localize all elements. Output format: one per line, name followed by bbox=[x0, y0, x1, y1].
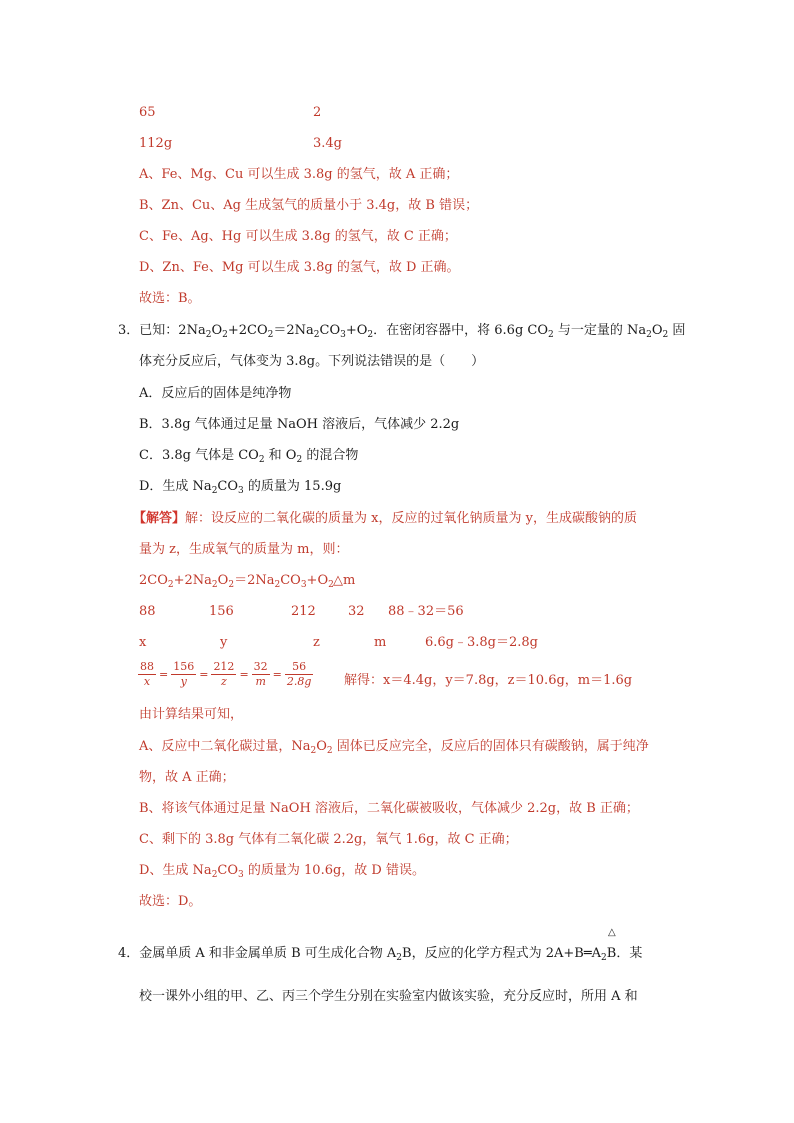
q2-answer: 故选：B。 bbox=[139, 291, 201, 306]
q3-stem-line1: 3．已知：$2Na_2O_2+2CO_2=2Na_2CO_3+O_2$．在密闭容器中，将 6.6g $CO_2$ 与一定量的 $Na_2O_2$ 固 bbox=[118, 323, 686, 340]
calc-value-zn: 112g bbox=[139, 136, 173, 151]
fraction-y: $\frac{156}{y}$ bbox=[173, 660, 195, 688]
solution-c: C、剩下的 3.8g 气体有二氧化碳 2.2g，氧气 1.6g，故 C 正确； bbox=[139, 832, 518, 847]
calc-mass-zn: 65 bbox=[139, 105, 156, 120]
mass-na2co3: 212 bbox=[291, 604, 316, 619]
var-delta: 6.6g﹣3.8g＝2.8g bbox=[425, 635, 538, 650]
q3-stem-line2: 体充分反应后，气体变为 3.8g。下列说法错误的是（ ） bbox=[139, 354, 485, 369]
fraction-z: $\frac{212}{z}$ bbox=[213, 660, 235, 688]
q3-option-a: A．反应后的固体是纯净物 bbox=[139, 386, 292, 401]
proportion-equation: $\frac{88}{x}$ = $\frac{156}{y}$ = $\frac{212}{z}$ = $\frac{32}{m}$ = $\frac{56}{2.8g}$ bbox=[140, 660, 312, 688]
q2-analysis-b: B、Zn、Cu、Ag 生成氢气的质量小于 3.4g，故 B 错误； bbox=[139, 198, 479, 213]
q2-analysis-c: C、Fe、Ag、Hg 可以生成 3.8g 的氢气，故 C 正确； bbox=[139, 229, 457, 244]
q3-solution-intro1: 【解答】解：设反应的二氧化碳的质量为 x，反应的过氧化钠质量为 y，生成碳酸钠的质 bbox=[133, 511, 637, 526]
mass-o2: 32 bbox=[348, 604, 365, 619]
solution-a-line2: 物，故 A 正确； bbox=[139, 770, 235, 785]
heat-condition: △ bbox=[608, 927, 616, 938]
solution-b: B、将该气体通过足量 NaOH 溶液后，二氧化碳被吸收，气体减少 2.2g，故 B 正确； bbox=[139, 801, 639, 816]
var-x: x bbox=[139, 635, 147, 650]
q2-analysis-d: D、Zn、Fe、Mg 可以生成 3.8g 的氢气，故 D 正确。 bbox=[139, 260, 460, 275]
q3-number: 3． bbox=[118, 323, 140, 338]
q3-solution-equation: $2CO_2+2Na_2O_2=2Na_2CO_3+O_2$ bbox=[139, 573, 334, 590]
q3-option-d: D．生成 $Na_2CO_3$ 的质量为 15.9g bbox=[139, 479, 342, 496]
var-m: m bbox=[374, 635, 387, 650]
q4-line1: 4．金属单质 A 和非金属单质 B 可生成化合物 $A_2B$，反应的化学方程式为 $2A+B═A_2B$．某 bbox=[118, 946, 643, 963]
q3-solution-delta-m: △m bbox=[333, 573, 356, 588]
q3-option-c: C．3.8g 气体是 $CO_2$ 和 $O_2$ 的混合物 bbox=[139, 448, 359, 465]
fraction-x: $\frac{88}{x}$ bbox=[140, 660, 154, 688]
solution-a-line1: A、反应中二氧化碳过量，$Na_2O_2$ 固体已反应完全，反应后的固体只有碳酸钠，属于纯净 bbox=[139, 739, 649, 756]
mass-delta: 88﹣32＝56 bbox=[388, 604, 464, 619]
conclude-text: 由计算结果可知， bbox=[139, 707, 244, 722]
fraction-delta: $\frac{56}{2.8g}$ bbox=[286, 660, 312, 688]
q2-analysis-a: A、Fe、Mg、Cu 可以生成 3.8g 的氢气，故 A 正确； bbox=[139, 167, 459, 182]
mass-na2o2: 156 bbox=[209, 604, 234, 619]
solution-tag: 【解答】 bbox=[133, 511, 186, 526]
solution-d: D、生成 $Na_2CO_3$ 的质量为 10.6g，故 D 错误。 bbox=[139, 863, 425, 880]
q3-option-b: B．3.8g 气体通过足量 NaOH 溶液后，气体减少 2.2g bbox=[139, 417, 460, 432]
var-y: y bbox=[220, 635, 228, 650]
calc-mass-h2: 2 bbox=[313, 105, 322, 120]
solve-result: 解得：x＝4.4g，y＝7.8g，z＝10.6g，m＝1.6g bbox=[344, 673, 633, 688]
q4-number: 4． bbox=[118, 946, 140, 961]
solution-answer: 故选：D。 bbox=[139, 894, 202, 909]
var-z: z bbox=[313, 635, 320, 650]
q3-solution-intro2: 量为 z，生成氧气的质量为 m，则： bbox=[139, 542, 349, 557]
mass-co2: 88 bbox=[139, 604, 156, 619]
q4-line2: 校一课外小组的甲、乙、丙三个学生分别在实验室内做该实验，充分反应时，所用 A 和 bbox=[139, 989, 638, 1004]
fraction-m: $\frac{32}{m}$ bbox=[253, 660, 268, 688]
calc-value-h2: 3.4g bbox=[313, 136, 342, 151]
